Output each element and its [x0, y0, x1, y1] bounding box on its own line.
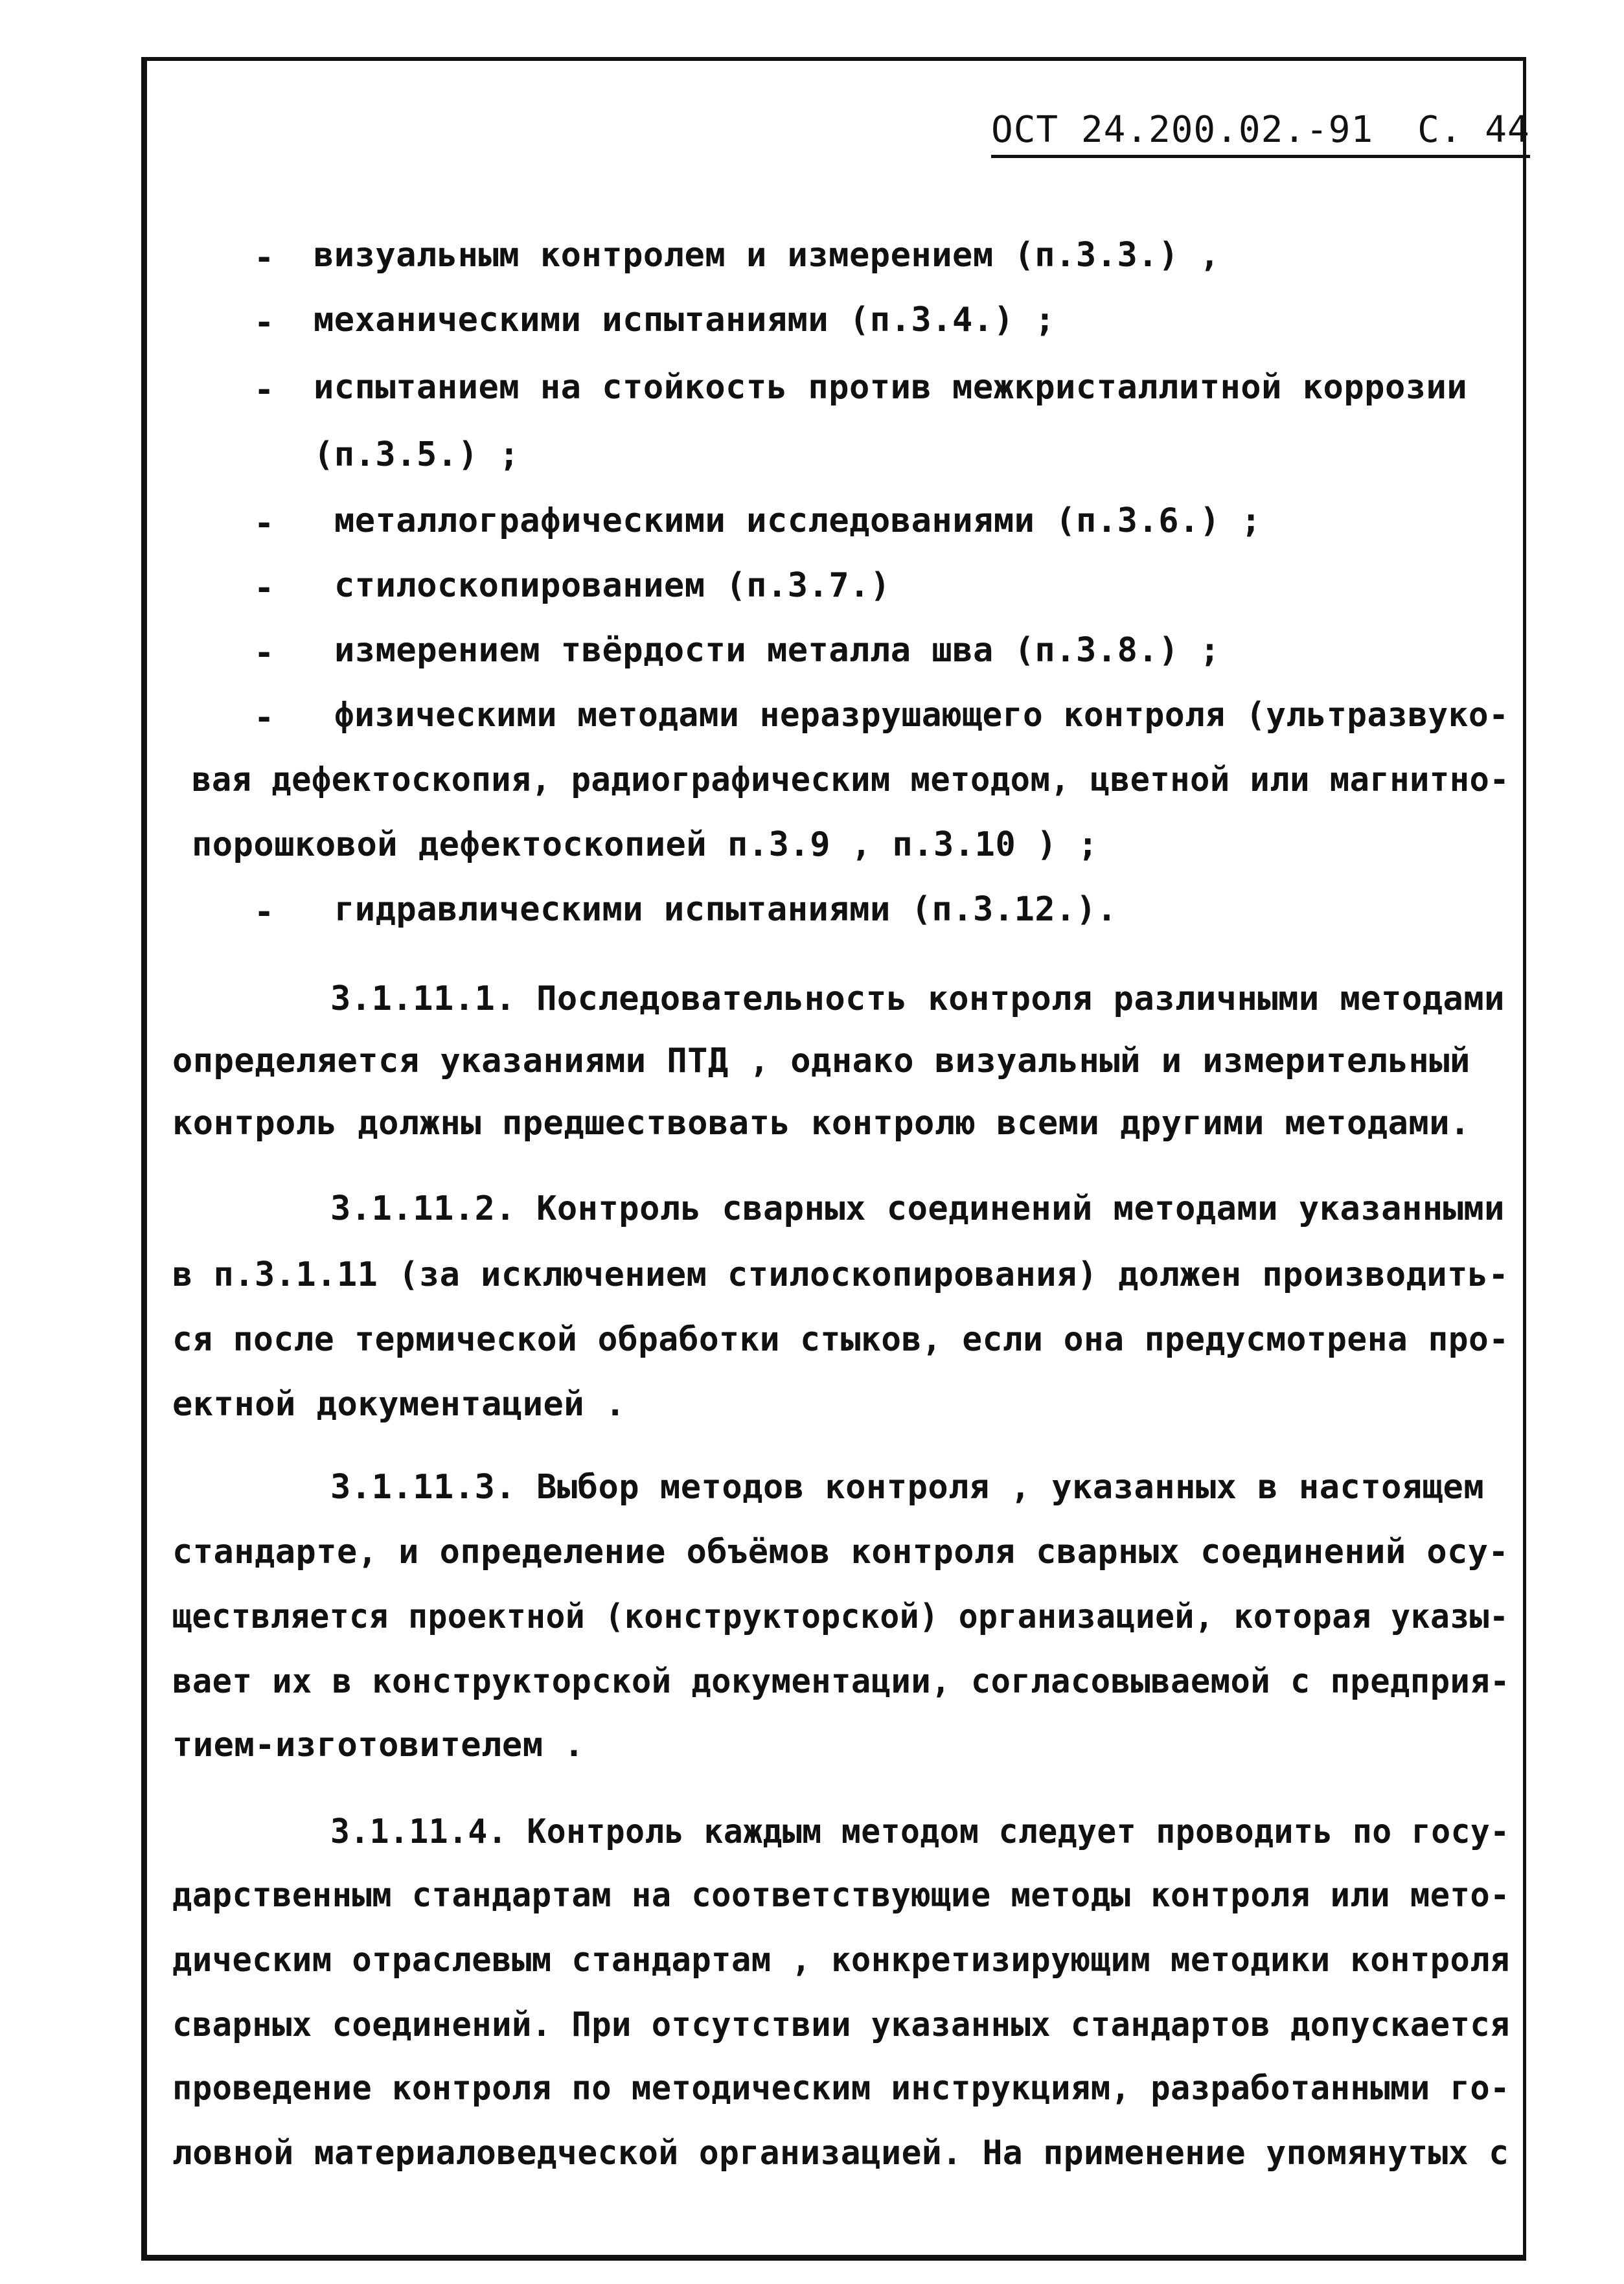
paragraph-line: в п.3.1.11 (за исключением стилоскопирования) должен производить-: [172, 1255, 1509, 1294]
paragraph-line: дарственным стандартам на соответствующие методы контроля или мето-: [172, 1876, 1510, 1915]
list-dash: -: [254, 303, 275, 342]
paragraph-line: определяется указаниями ПТД , однако визуальный и измерительный: [172, 1042, 1470, 1080]
paragraph-line: сварных соединений. При отсутствии указанных стандартов допускается: [172, 2005, 1510, 2044]
list-item-continuation: (п.3.5.) ;: [314, 435, 520, 474]
list-item: физическими методами неразрушающего контроля (ультразвуко-: [334, 696, 1509, 735]
paragraph-line: контроль должны предшествовать контролю всеми другими методами.: [172, 1104, 1470, 1143]
list-dash: -: [254, 893, 275, 931]
paragraph-line: 3.1.11.3. Выбор методов контроля , указанных в настоящем: [330, 1468, 1485, 1507]
list-dash: -: [254, 569, 275, 608]
list-dash: -: [254, 698, 275, 737]
list-item: испытанием на стойкость против межкристаллитной коррозии: [314, 368, 1468, 407]
list-item-continuation: вая дефектоскопия, радиографическим методом, цветной или магнитно-: [192, 760, 1510, 799]
paragraph-line: проведение контроля по методическим инструкциям, разработанными го-: [172, 2069, 1510, 2108]
list-item: гидравлическими испытаниями (п.3.12.).: [334, 890, 1117, 929]
page-header: [991, 109, 1530, 158]
paragraph-line: ществляется проектной (конструкторской) организацией, которая указы-: [172, 1597, 1509, 1636]
paragraph-line: ся после термической обработки стыков, если она предусмотрена про-: [172, 1320, 1509, 1359]
paragraph-line: дическим отраслевым стандартам , конкретизирующим методики контроля: [172, 1941, 1510, 1980]
list-item: измерением твёрдости металла шва (п.3.8.) ;: [334, 631, 1220, 670]
paragraph-line: тием-изготовителем .: [172, 1726, 585, 1764]
page-number: С. 44: [1417, 109, 1530, 151]
list-dash: -: [254, 371, 275, 409]
paragraph-line: ловной материаловедческой организацией. На применение упомянутых с: [172, 2134, 1509, 2173]
paragraph-line: 3.1.11.4. Контроль каждым методом следует проводить по госу-: [330, 1812, 1510, 1851]
list-item: механическими испытаниями (п.3.4.) ;: [314, 301, 1056, 339]
list-dash: -: [254, 634, 275, 672]
list-item-continuation: порошковой дефектоскопией п.3.9 , п.3.10 ) ;: [192, 825, 1099, 864]
paragraph-line: вает их в конструкторской документации, согласовываемой с предприя-: [172, 1662, 1510, 1701]
paragraph-line: 3.1.11.1. Последовательность контроля различными методами: [330, 979, 1505, 1018]
paragraph-line: стандарте, и определение объёмов контроля сварных соединений осу-: [172, 1533, 1509, 1571]
paragraph-line: ектной документацией .: [172, 1385, 626, 1424]
list-item: металлографическими исследованиями (п.3.6.) ;: [334, 501, 1262, 540]
paragraph-line: 3.1.11.2. Контроль сварных соединений методами указанными: [330, 1189, 1505, 1228]
document-number: ОСТ 24.200.02.-91: [991, 109, 1374, 151]
list-item: стилоскопированием (п.3.7.): [334, 566, 891, 605]
list-dash: -: [254, 504, 275, 543]
list-item: визуальным контролем и измерением (п.3.3.) ,: [314, 236, 1220, 275]
list-dash: -: [254, 238, 275, 277]
